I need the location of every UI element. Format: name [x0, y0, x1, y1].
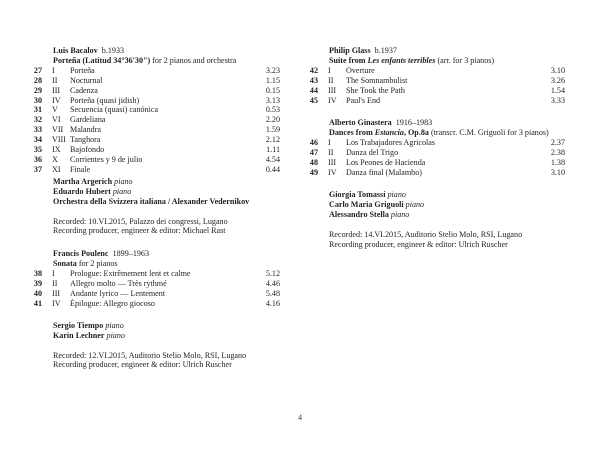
track-movement-numeral: III — [52, 85, 61, 95]
performer-role: piano — [114, 176, 133, 186]
track-movement-numeral: IX — [52, 145, 61, 155]
track-title: Danza final (Malambo) — [346, 167, 422, 177]
track-movement-numeral: III — [52, 288, 61, 298]
track-title: Paul's End — [346, 95, 381, 105]
work-title-segment: (transcr. C.M. Griguoli for 3 pianos) — [428, 128, 549, 138]
performer-name: Karin Lechner — [53, 330, 105, 340]
performer-list — [329, 190, 565, 220]
performer-line — [53, 321, 280, 331]
work-title — [329, 128, 565, 138]
track-movement-numeral: IV — [52, 95, 61, 105]
work-section — [304, 118, 565, 249]
work-title-segment: Sonata — [53, 259, 77, 269]
track-row — [28, 76, 280, 86]
track-row — [28, 96, 280, 106]
track-title: Los Peones de Hacienda — [346, 158, 426, 168]
composer-dates: 1916–1983 — [395, 118, 433, 128]
track-number: 43 — [309, 75, 318, 85]
track-duration: 2.12 — [265, 135, 280, 145]
track-row — [304, 158, 565, 168]
track-row — [28, 299, 280, 309]
recording-note-line: Recording producer, engineer & editor: Michael Rast — [53, 226, 226, 236]
track-movement-numeral: II — [52, 279, 58, 289]
track-row — [28, 165, 280, 175]
work-title-segment: Les enfants terribles — [367, 55, 436, 65]
performer-line — [53, 331, 280, 341]
track-duration: 2.38 — [550, 148, 565, 158]
track-duration: 5.12 — [265, 269, 280, 279]
track-row — [28, 66, 280, 76]
track-number: 41 — [33, 298, 42, 308]
track-movement-numeral: I — [52, 269, 55, 279]
track-title: Bajofondo — [70, 145, 105, 155]
track-list — [304, 138, 565, 178]
track-title: The Somnambulist — [346, 75, 408, 85]
track-title: She Took the Path — [346, 85, 405, 95]
work-title-segment: Suite from — [329, 55, 368, 65]
work-title — [329, 56, 565, 66]
track-movement-numeral: X — [52, 154, 58, 164]
track-title: Prologue: Extrêmement lent et calme — [70, 269, 191, 279]
track-movement-numeral: III — [328, 158, 337, 168]
performer-line — [53, 187, 280, 197]
track-number: 31 — [33, 105, 42, 115]
performer-name: Giorgia Tomassi — [329, 189, 386, 199]
track-number: 44 — [309, 85, 318, 95]
work-section — [28, 46, 280, 236]
track-row — [304, 138, 565, 148]
track-row — [304, 86, 565, 96]
track-movement-numeral: I — [328, 138, 331, 148]
track-row — [304, 148, 565, 158]
track-title: Porteña (quasi jidish) — [70, 95, 140, 105]
track-row — [304, 96, 565, 106]
track-number: 38 — [33, 269, 42, 279]
track-row — [28, 145, 280, 155]
page-number: 4 — [297, 412, 303, 422]
composer-dates: b.1933 — [101, 46, 125, 55]
track-number: 27 — [33, 65, 42, 75]
track-row — [304, 168, 565, 178]
track-number: 40 — [33, 288, 42, 298]
track-movement-numeral: IV — [52, 298, 61, 308]
work-section — [304, 46, 565, 105]
work-title — [53, 56, 280, 66]
work-title-segment: Dances from — [329, 128, 375, 138]
track-duration: 0.53 — [265, 105, 280, 115]
performer-name: Martha Argerich — [53, 176, 113, 186]
track-title: Malandra — [70, 125, 102, 135]
track-movement-numeral: II — [52, 75, 58, 85]
track-number: 39 — [33, 279, 42, 289]
recording-note-line: Recorded: 10.VI.2015, Palazzo dei congressi, Lugano — [53, 216, 228, 226]
track-title: Secuencia (quasi) canónica — [70, 105, 159, 115]
performer-line — [329, 200, 565, 210]
track-title: Finale — [70, 164, 91, 174]
work-title-segment: for 2 pianos — [76, 259, 118, 269]
track-list — [28, 66, 280, 175]
track-duration: 1.38 — [550, 158, 565, 168]
track-title: Tanghora — [70, 135, 101, 145]
track-row — [28, 135, 280, 145]
track-duration: 3.23 — [265, 65, 280, 75]
composer-name: Philip Glass — [329, 46, 371, 55]
track-number: 45 — [309, 95, 318, 105]
track-number: 29 — [33, 85, 42, 95]
performer-line — [329, 190, 565, 200]
composer-dates: 1899–1963 — [112, 249, 149, 259]
track-row — [28, 289, 280, 299]
track-number: 35 — [33, 145, 42, 155]
track-movement-numeral: VIII — [52, 135, 66, 145]
track-duration: 3.33 — [550, 95, 565, 105]
work-title — [53, 259, 280, 269]
performer-line — [329, 210, 565, 220]
track-duration: 3.10 — [550, 65, 565, 75]
track-duration: 2.20 — [265, 115, 280, 125]
performer-role: piano — [106, 330, 125, 340]
recording-notes — [53, 217, 280, 237]
track-duration: 1.15 — [265, 75, 280, 85]
track-title: Porteña — [70, 65, 95, 75]
track-number: 34 — [33, 135, 42, 145]
composer-dates: b.1937 — [374, 46, 397, 55]
work-title-segment: Estancia — [374, 128, 404, 138]
track-duration: 4.46 — [265, 279, 280, 289]
track-movement-numeral: VII — [52, 125, 64, 135]
recording-note-line: Recording producer, engineer & editor: Ulrich Ruscher — [53, 360, 232, 370]
track-row — [28, 125, 280, 135]
performer-role: piano — [105, 320, 124, 330]
track-title: Los Trabajadores Agricolas — [346, 138, 436, 148]
track-title: Gardeliana — [70, 115, 106, 125]
track-duration: 5.48 — [265, 288, 280, 298]
track-duration: 3.10 — [550, 167, 565, 177]
track-number: 48 — [309, 158, 318, 168]
track-number: 30 — [33, 95, 42, 105]
performer-name: Alessandro Stella — [329, 209, 389, 219]
track-movement-numeral: V — [52, 105, 58, 115]
track-duration: 1.59 — [265, 125, 280, 135]
track-duration: 2.37 — [550, 138, 565, 148]
track-number: 28 — [33, 75, 42, 85]
recording-note-line: Recorded: 14.VI.2015, Auditorio Stelio Molo, RSI, Lugano — [329, 229, 523, 239]
left-column — [28, 46, 280, 370]
composer-name: Francis Poulenc — [53, 249, 109, 259]
track-title: Épilogue: Allegro giocoso — [70, 298, 155, 308]
performer-name: Orchestra della Svizzera italiana / Alexander Vedernikov — [53, 196, 250, 206]
track-list — [28, 269, 280, 309]
track-row — [304, 76, 565, 86]
track-row — [28, 269, 280, 279]
track-duration: 0.15 — [265, 85, 280, 95]
work-section — [28, 249, 280, 370]
track-duration: 3.26 — [550, 75, 565, 85]
composer-heading — [53, 249, 280, 259]
track-row — [28, 279, 280, 289]
performer-list — [53, 177, 280, 207]
performer-role: piano — [387, 189, 406, 199]
performer-line — [53, 177, 280, 187]
track-duration: 1.54 — [550, 85, 565, 95]
performer-name: Eduardo Hubert — [53, 186, 111, 196]
track-movement-numeral: VI — [52, 115, 61, 125]
performer-role: piano — [112, 186, 132, 196]
track-title: Andante lyrico — Lentement — [70, 288, 166, 298]
track-movement-numeral: XI — [52, 164, 61, 174]
track-duration: 1.11 — [266, 145, 280, 155]
track-duration: 4.16 — [265, 298, 280, 308]
track-list — [304, 66, 565, 106]
work-title-segment: (arr. for 3 pianos) — [435, 55, 495, 65]
track-row — [28, 155, 280, 165]
track-title: Allegro molto — Très rythmé — [70, 279, 167, 289]
work-title-segment: for 2 pianos and orchestra — [150, 55, 237, 65]
recording-notes — [53, 351, 280, 371]
track-duration: 3.13 — [265, 95, 280, 105]
composer-name: Luis Bacalov — [53, 46, 98, 55]
recording-note-line: Recorded: 12.VI.2015, Auditorio Stelio Molo, RSI, Lugano — [53, 350, 247, 360]
performer-line — [53, 197, 280, 207]
track-title: Danza del Trigo — [346, 148, 399, 158]
recording-note-line: Recording producer, engineer & editor: Ulrich Ruscher — [329, 239, 508, 249]
track-number: 37 — [33, 164, 42, 174]
composer-name: Alberto Ginastera — [329, 118, 392, 128]
track-row — [304, 66, 565, 76]
performer-list — [53, 321, 280, 341]
right-column — [304, 46, 565, 249]
track-title: Corrientes y 9 de julio — [70, 154, 143, 164]
track-movement-numeral: I — [52, 65, 55, 75]
track-number: 42 — [309, 65, 318, 75]
track-movement-numeral: I — [328, 65, 331, 75]
recording-notes — [329, 230, 565, 250]
work-title-segment: , Op.8a — [403, 128, 429, 138]
track-title: Cadenza — [70, 85, 98, 95]
performer-name: Sergio Tiempo — [53, 320, 104, 330]
track-number: 49 — [309, 167, 318, 177]
track-movement-numeral: IV — [328, 167, 337, 177]
track-number: 36 — [33, 154, 42, 164]
track-number: 32 — [33, 115, 42, 125]
track-row — [28, 86, 280, 96]
composer-heading — [329, 118, 565, 128]
track-movement-numeral: II — [328, 75, 334, 85]
track-movement-numeral: II — [328, 148, 334, 158]
performer-name: Carlo Maria Griguoli — [329, 199, 404, 209]
track-number: 46 — [309, 138, 318, 148]
track-row — [28, 105, 280, 115]
track-number: 33 — [33, 125, 42, 135]
track-title: Nocturnal — [70, 75, 103, 85]
performer-role: piano — [390, 209, 410, 219]
track-row — [28, 115, 280, 125]
composer-heading — [53, 46, 280, 56]
track-movement-numeral: III — [328, 85, 337, 95]
performer-role: piano — [405, 199, 425, 209]
track-title: Overture — [346, 65, 375, 75]
track-number: 47 — [309, 148, 318, 158]
composer-heading — [329, 46, 565, 56]
work-title-segment: Porteña (Latitud 34°36'30") — [53, 55, 151, 65]
track-movement-numeral: IV — [328, 95, 337, 105]
track-duration: 4.54 — [265, 154, 280, 164]
track-duration: 0.44 — [265, 164, 280, 174]
